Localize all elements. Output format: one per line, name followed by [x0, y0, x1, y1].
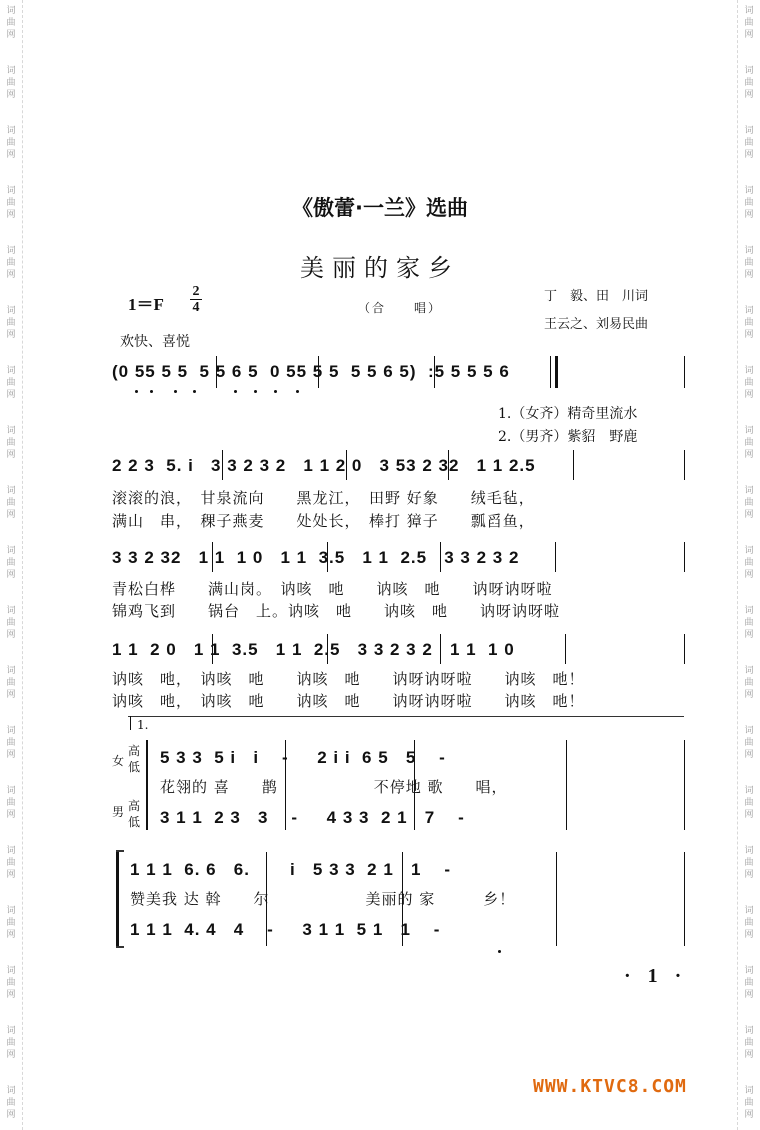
low-octave-dot [135, 390, 138, 393]
watermark-glyph: 网 [6, 390, 16, 400]
watermark-glyph: 网 [744, 450, 754, 460]
stanza-one-label: 1.（女齐）精奇里流水 [498, 406, 638, 422]
watermark-glyph: 网 [744, 570, 754, 580]
barline [684, 634, 685, 664]
watermark-glyph: 网 [744, 30, 754, 40]
system4-lyric-verse1: 讷咳 吔， 讷咳 吔 讷咳 吔 讷呀讷呀啦 讷咳 吔！ [112, 670, 585, 688]
watermark-glyph: 曲 [6, 138, 16, 148]
watermark-glyph: 网 [6, 930, 16, 940]
barline [318, 356, 319, 388]
barline [212, 542, 213, 572]
watermark-glyph: 词 [744, 666, 754, 676]
watermark-glyph: 网 [744, 750, 754, 760]
watermark-glyph: 词 [6, 906, 16, 916]
watermark-glyph: 词 [744, 606, 754, 616]
watermark-glyph: 网 [6, 810, 16, 820]
barline [684, 542, 685, 572]
watermark-glyph: 网 [744, 510, 754, 520]
watermark-glyph: 词 [6, 366, 16, 376]
stanza-two-label: 2.（男齐）紫貂 野鹿 [498, 429, 638, 445]
system6-lyric: 赞美我 达 斡 尔 美丽的 家 乡！ [130, 890, 516, 908]
watermark-glyph: 词 [744, 246, 754, 256]
low-octave-dot [274, 390, 277, 393]
barline [684, 852, 685, 946]
watermark-glyph: 词 [6, 486, 16, 496]
watermark-glyph: 网 [744, 390, 754, 400]
watermark-glyph: 曲 [744, 258, 754, 268]
composer-credit: 王云之、刘易民曲 [544, 317, 649, 332]
watermark-glyph: 网 [744, 270, 754, 280]
low-octave-dot [296, 390, 299, 393]
watermark-glyph: 网 [744, 990, 754, 1000]
barline [434, 356, 435, 388]
performance-type: （合 唱） [358, 301, 443, 315]
watermark-glyph: 词 [6, 246, 16, 256]
male-high-label: 高 [128, 799, 141, 813]
watermark-glyph: 词 [744, 786, 754, 796]
barline [216, 356, 217, 388]
watermark-glyph: 词 [6, 606, 16, 616]
tempo-marking: 欢快、喜悦 [120, 334, 190, 350]
female-voice-label: 女 [112, 754, 125, 768]
watermark-glyph: 词 [6, 126, 16, 136]
system6-bottom-notes: 1 1 1 4. 4 4 - 3 1 1 5 1 1 - [130, 920, 441, 939]
watermark-glyph: 曲 [6, 378, 16, 388]
barline [402, 852, 403, 946]
barline [448, 450, 449, 480]
watermark-glyph: 曲 [744, 78, 754, 88]
watermark-glyph: 网 [6, 210, 16, 220]
left-divider [22, 0, 23, 1130]
watermark-glyph: 词 [6, 6, 16, 16]
barline [222, 450, 223, 480]
watermark-glyph: 曲 [6, 558, 16, 568]
watermark-glyph: 曲 [6, 618, 16, 628]
watermark-glyph: 曲 [6, 438, 16, 448]
watermark-glyph: 词 [744, 846, 754, 856]
watermark-glyph: 词 [744, 1086, 754, 1096]
watermark-glyph: 词 [6, 966, 16, 976]
low-octave-dot [193, 390, 196, 393]
system1-notes: (0 55 5 5 5 5 6 5 0 55 5 5 5 5 6 5) :5 5 5 5 6 [112, 362, 510, 381]
watermark-glyph: 曲 [6, 1098, 16, 1108]
watermark-glyph: 曲 [6, 318, 16, 328]
watermark-glyph: 曲 [744, 738, 754, 748]
watermark-glyph: 曲 [6, 798, 16, 808]
watermark-glyph: 词 [6, 786, 16, 796]
website-watermark: WWW.KTVC8.COM [533, 1076, 687, 1097]
watermark-glyph: 网 [6, 630, 16, 640]
system-brace [116, 850, 119, 946]
male-low-label: 低 [128, 815, 141, 829]
watermark-glyph: 网 [6, 330, 16, 340]
watermark-glyph: 词 [6, 726, 16, 736]
barline [327, 634, 328, 664]
brace-top [116, 850, 124, 852]
watermark-glyph: 曲 [744, 138, 754, 148]
female-high-label: 高 [128, 744, 141, 758]
song-collection-title: 《傲蕾·一兰》选曲 [292, 196, 468, 220]
watermark-glyph: 词 [6, 1086, 16, 1096]
barline [566, 740, 567, 830]
watermark-glyph: 网 [6, 570, 16, 580]
watermark-glyph: 词 [744, 126, 754, 136]
barline [684, 740, 685, 830]
watermark-glyph: 曲 [744, 618, 754, 628]
left-watermark-column [4, 0, 18, 1130]
system2-lyric-verse1: 滚滚的浪， 甘泉流向 黑龙江， 田野 好象 绒毛毡， [112, 489, 535, 507]
system3-notes: 3 3 2 32 1 1 1 0 1 1 3.5 1 1 2.5 3 3 2 3 2 [112, 548, 520, 567]
watermark-glyph: 曲 [6, 858, 16, 868]
watermark-glyph: 网 [744, 870, 754, 880]
system5-lyric: 花翎的 喜 鹊 不停地 歌 唱， [160, 778, 508, 796]
system2-notes: 2 2 3 5. i 3 3 2 3 2 1 1 2 0 3 53 2 32 1 1 2.5 [112, 456, 536, 475]
watermark-glyph: 网 [6, 270, 16, 280]
watermark-glyph: 曲 [6, 918, 16, 928]
system3-lyric-verse1: 青松白桦 满山岗。 讷咳 吔 讷咳 吔 讷呀讷呀啦 [112, 580, 553, 598]
barline [414, 740, 415, 830]
brace-bottom [116, 946, 124, 948]
watermark-glyph: 网 [6, 1050, 16, 1060]
system-bracket [146, 740, 148, 830]
low-octave-dot [234, 390, 237, 393]
watermark-glyph: 网 [744, 330, 754, 340]
watermark-glyph: 网 [6, 870, 16, 880]
watermark-glyph: 网 [6, 450, 16, 460]
barline [555, 542, 556, 572]
watermark-glyph: 网 [6, 510, 16, 520]
watermark-glyph: 网 [6, 750, 16, 760]
watermark-glyph: 网 [744, 690, 754, 700]
barline [550, 356, 551, 388]
barline [573, 450, 574, 480]
repeat-barline [555, 356, 558, 388]
watermark-glyph: 曲 [6, 198, 16, 208]
system4-notes: 1 1 2 0 1 1 3.5 1 1 2.5 3 3 2 3 2 1 1 1 0 [112, 640, 515, 659]
watermark-glyph: 曲 [744, 978, 754, 988]
watermark-glyph: 网 [744, 630, 754, 640]
watermark-glyph: 网 [744, 150, 754, 160]
system5-female-notes: 5 3 3 5 i i - 2 i i 6 5 5 - [160, 748, 446, 767]
watermark-glyph: 词 [744, 186, 754, 196]
watermark-glyph: 网 [744, 810, 754, 820]
watermark-glyph: 曲 [6, 678, 16, 688]
barline [565, 634, 566, 664]
watermark-glyph: 词 [744, 426, 754, 436]
time-signature [189, 284, 203, 315]
watermark-glyph: 词 [744, 966, 754, 976]
volta-bracket-line [128, 716, 684, 717]
watermark-glyph: 曲 [744, 318, 754, 328]
male-voice-label: 男 [112, 805, 125, 819]
watermark-glyph: 曲 [6, 78, 16, 88]
barline [285, 740, 286, 830]
barline [327, 542, 328, 572]
watermark-glyph: 词 [6, 306, 16, 316]
watermark-glyph: 网 [744, 1050, 754, 1060]
watermark-glyph: 曲 [744, 18, 754, 28]
watermark-glyph: 词 [744, 486, 754, 496]
barline [346, 450, 347, 480]
key-signature: 1＝F [128, 295, 164, 314]
watermark-glyph: 词 [6, 426, 16, 436]
system5-male-notes: 3 1 1 2 3 3 - 4 3 3 2 1 7 - [160, 808, 465, 827]
watermark-glyph: 网 [6, 1110, 16, 1120]
low-octave-dot [498, 950, 501, 953]
watermark-glyph: 词 [744, 726, 754, 736]
time-signature-top: 2 [192, 284, 200, 299]
watermark-glyph: 曲 [744, 558, 754, 568]
first-ending-label: 1. [137, 718, 149, 732]
watermark-glyph: 词 [744, 546, 754, 556]
system3-lyric-verse2: 锦鸡飞到 锅台 上。讷咳 吔 讷咳 吔 讷呀讷呀啦 [112, 602, 561, 620]
female-low-label: 低 [128, 760, 141, 774]
watermark-glyph: 网 [6, 150, 16, 160]
watermark-glyph: 网 [744, 930, 754, 940]
watermark-glyph: 词 [6, 1026, 16, 1036]
watermark-glyph: 网 [744, 210, 754, 220]
watermark-glyph: 词 [744, 6, 754, 16]
watermark-glyph: 网 [6, 90, 16, 100]
barline [684, 450, 685, 480]
page-number: · 1 · [624, 965, 688, 987]
barline [684, 356, 685, 388]
barline [212, 634, 213, 664]
right-divider [737, 0, 738, 1130]
song-title: 美丽的家乡 [300, 254, 460, 282]
watermark-glyph: 词 [744, 366, 754, 376]
barline [556, 852, 557, 946]
watermark-glyph: 网 [6, 990, 16, 1000]
low-octave-dot [150, 390, 153, 393]
watermark-glyph: 曲 [744, 198, 754, 208]
volta-bracket-edge [130, 716, 131, 730]
low-octave-dot [254, 390, 257, 393]
barline [440, 542, 441, 572]
watermark-glyph: 曲 [744, 498, 754, 508]
watermark-glyph: 词 [6, 546, 16, 556]
watermark-glyph: 曲 [744, 858, 754, 868]
watermark-glyph: 词 [744, 306, 754, 316]
barline [266, 852, 267, 946]
watermark-glyph: 词 [744, 1026, 754, 1036]
watermark-glyph: 曲 [6, 498, 16, 508]
watermark-glyph: 曲 [744, 378, 754, 388]
watermark-glyph: 词 [744, 906, 754, 916]
watermark-glyph: 网 [6, 30, 16, 40]
watermark-glyph: 曲 [6, 18, 16, 28]
barline [440, 634, 441, 664]
watermark-glyph: 曲 [744, 1038, 754, 1048]
watermark-glyph: 曲 [6, 978, 16, 988]
watermark-glyph: 曲 [6, 1038, 16, 1048]
watermark-glyph: 曲 [6, 258, 16, 268]
watermark-glyph: 词 [744, 66, 754, 76]
watermark-glyph: 词 [6, 66, 16, 76]
watermark-glyph: 曲 [744, 678, 754, 688]
system2-lyric-verse2: 满山 串， 稞子燕麦 处处长， 棒打 獐子 瓢舀鱼， [112, 512, 535, 530]
lyricist-credit: 丁 毅、田 川词 [544, 289, 649, 304]
watermark-glyph: 曲 [6, 738, 16, 748]
system4-lyric-verse2: 讷咳 吔， 讷咳 吔 讷咳 吔 讷呀讷呀啦 讷咳 吔！ [112, 692, 585, 710]
watermark-glyph: 词 [6, 666, 16, 676]
watermark-glyph: 曲 [744, 918, 754, 928]
watermark-glyph: 词 [6, 846, 16, 856]
watermark-glyph: 曲 [744, 1098, 754, 1108]
watermark-glyph: 曲 [744, 798, 754, 808]
watermark-glyph: 网 [744, 90, 754, 100]
time-signature-bottom: 4 [192, 300, 200, 315]
watermark-glyph: 曲 [744, 438, 754, 448]
right-watermark-column [742, 0, 756, 1130]
watermark-glyph: 网 [6, 690, 16, 700]
watermark-glyph: 网 [744, 1110, 754, 1120]
watermark-glyph: 词 [6, 186, 16, 196]
system6-top-notes: 1 1 1 6. 6 6. i 5 3 3 2 1 1 - [130, 860, 451, 879]
low-octave-dot [174, 390, 177, 393]
